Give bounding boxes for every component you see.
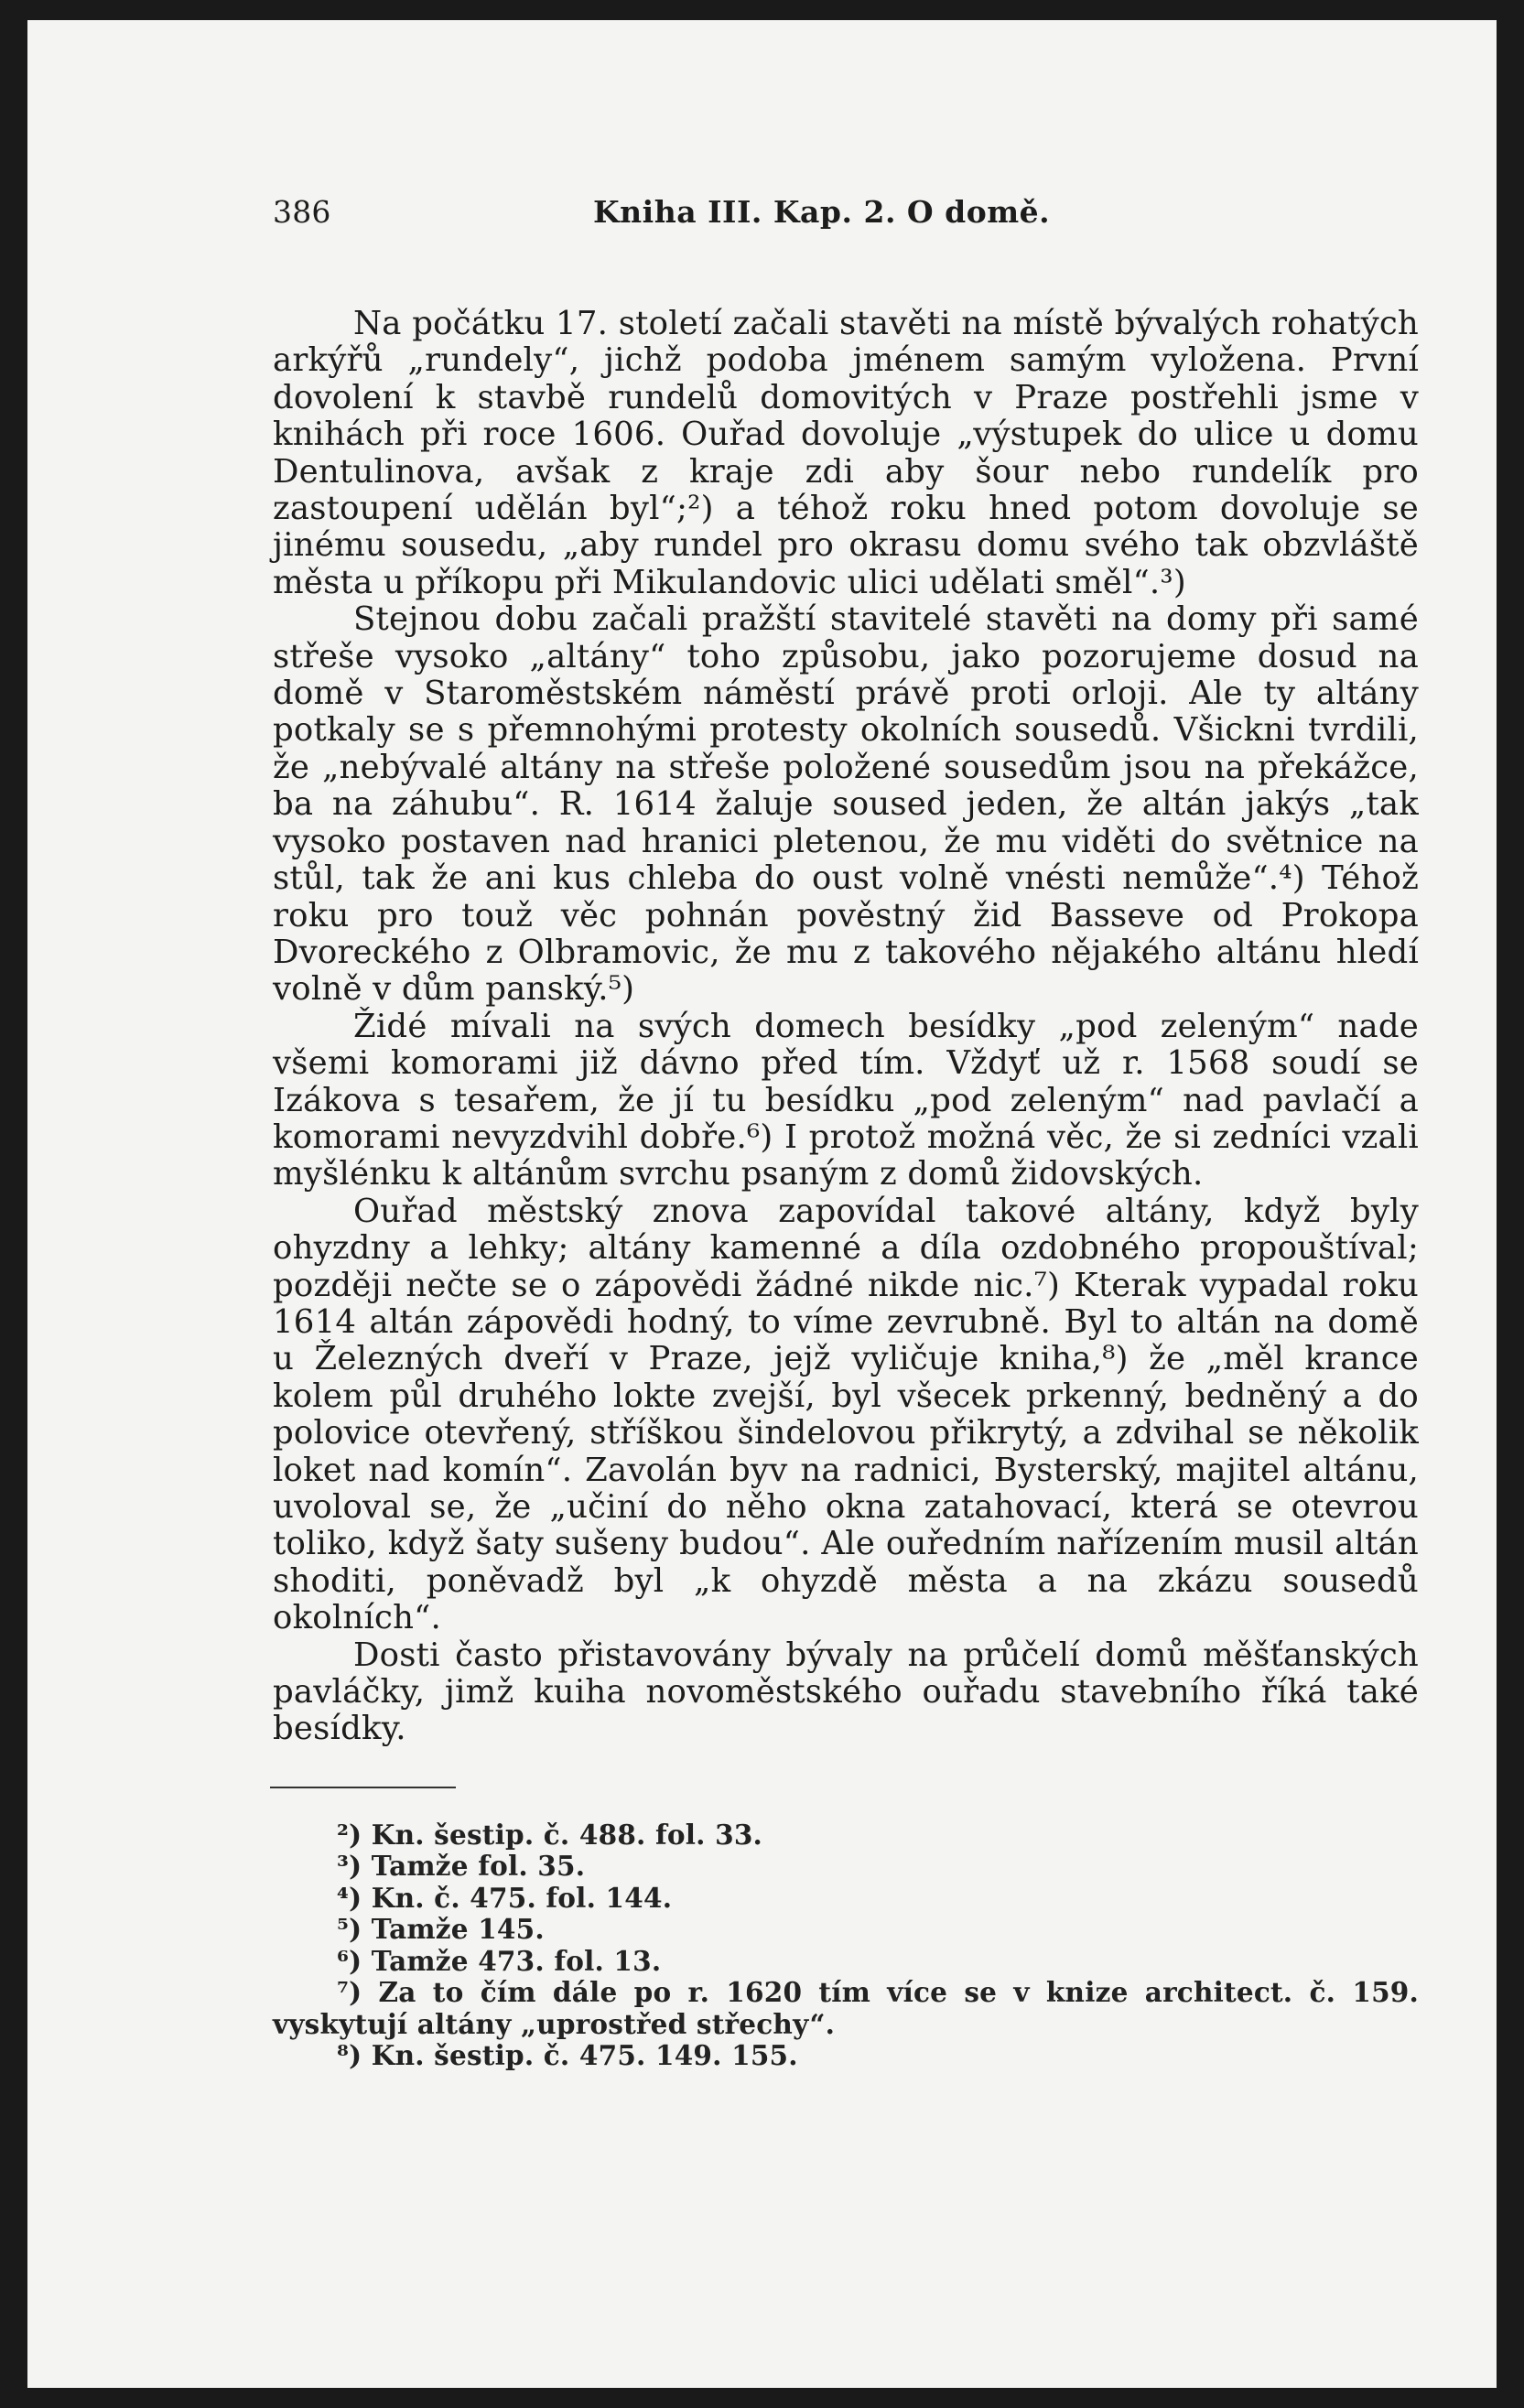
page-header bbox=[273, 194, 1419, 249]
footnotes bbox=[273, 1819, 1419, 2072]
footnote-4: ⁴) Kn. č. 475. fol. 144. bbox=[337, 1881, 673, 1914]
paragraph-rundely: Na počátku 17. století začali stavěti na místě bývalých rohatých arkýřů „rundely“, jichž podoba jménem samým vyložena. První dovolení k stavbě rundelů domovitých v Praze postřehli jsme v knihách při roce 1606. Ouřad dovoluje „výstupek do ulice u domu Dentulinova, avšak z kraje zdi aby šour nebo rundelík pro zastoupení udělán byl“;²) a téhož roku hned potom dovoluje se jinému sousedu, „aby rundel pro okrasu domu svého tak obzvláště města u příkopu při Mikulandovic ulici udělati směl“.³) bbox=[273, 305, 1419, 601]
paragraph-besidky: Židé mívali na svých domech besídky „pod zeleným“ nade všemi komorami již dávno před tím. Vždyť už r. 1568 soudí se Izákova s tesařem, že jí tu besídku „pod zeleným“ nad pavlačí a komorami nevyzdvihl dobře.⁶) I protož možná věc, že si zedníci vzali myšlénku k altánům svrchu psaným z domů židovských. bbox=[273, 1007, 1419, 1193]
paragraph-zapoved: Ouřad městský znova zapovídal takové altány, když byly ohyzdny a lehky; altány kamenné a díla ozdobného propouštíval; později nečte se o zápovědi žádné nikde nic.⁷) Kterak vypadal roku 1614 altán zápovědi hodný, to víme zevrubně. Byl to altán na domě u Železných dveří v Praze, jejž vyličuje kniha,⁸) že „měl krance kolem půl druhého lokte zvejší, byl všecek prkenný, bedněný a do polovice otevřený, stříškou šindelovou přikrytý, a zdvihal se několik loket nad komín“. Zavolán byv na radnici, Bysterský, majitel altánu, uvoloval se, že „učiní do něho okna zatahovací, která se otevrou toliko, když šaty sušeny budou“. Ale ouředním nařízením musil altán shoditi, poněvadž byl „k ohyzdě města a na zkázu sousedů okolních“. bbox=[273, 1192, 1419, 1637]
footnote-5: ⁵) Tamže 145. bbox=[337, 1913, 545, 1946]
text-block bbox=[273, 194, 1419, 2072]
paragraph-pavlacky: Dosti často přistavovány bývaly na průčelí domů měšťanských pavláčky, jimž kuiha novoměstského ouřadu stavebního říká také besídky. bbox=[273, 1636, 1419, 1748]
footnote-6: ⁶) Tamže 473. fol. 13. bbox=[337, 1944, 662, 1977]
page-number: 386 bbox=[273, 194, 331, 230]
book-page bbox=[27, 20, 1497, 2388]
running-head: Kniha III. Kap. 2. O domě. bbox=[593, 194, 1051, 230]
body-text bbox=[273, 306, 1419, 1748]
footnote-divider bbox=[270, 1787, 456, 1788]
footnote-8: ⁸) Kn. šestip. č. 475. 149. 155. bbox=[337, 2039, 798, 2072]
footnote-7: ⁷) Za to čím dále po r. 1620 tím více se v knize architect. č. 159. vyskytují altány „uprostřed střechy“. bbox=[273, 1976, 1419, 2040]
paragraph-altany: Stejnou dobu začali pražští stavitelé stavěti na domy při samé střeše vysoko „altány“ toho způsobu, jako pozorujeme dosud na domě v Staroměstském náměstí právě proti orloji. Ale ty altány potkaly se s přemnohými protesty okolních sousedů. Všickni tvrdili, že „nebývalé altány na střeše položené sousedům jsou na překážce, ba na záhubu“. R. 1614 žaluje soused jeden, že altán jakýs „tak vysoko postaven nad hranici pletenou, že mu viděti do světnice na stůl, tak že ani kus chleba do oust volně vnésti nemůže“.⁴) Téhož roku pro touž věc pohnán pověstný žid Basseve od Prokopa Dvoreckého z Olbramovic, že mu z takového nějakého altánu hledí volně v dům panský.⁵) bbox=[273, 600, 1419, 1009]
footnote-3: ³) Tamže fol. 35. bbox=[337, 1850, 586, 1883]
footnote-2: ²) Kn. šestip. č. 488. fol. 33. bbox=[337, 1818, 763, 1851]
